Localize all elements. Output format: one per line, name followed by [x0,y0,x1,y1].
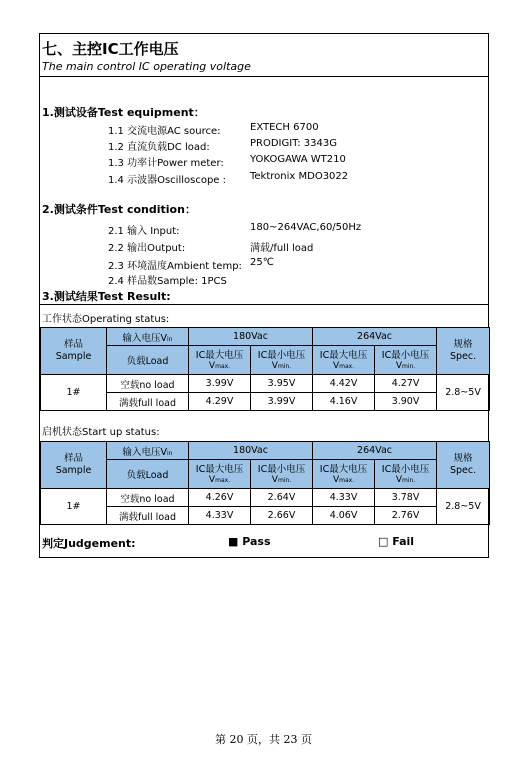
ic-min-header: IC最小电压 Vmin. [251,460,313,489]
value-cell: 4.06V [313,507,375,525]
page-title: 七、主控IC工作电压 [42,40,179,58]
condition-heading: 2.测试条件Test condition： [42,203,196,216]
value-cell: 2.66V [251,507,313,525]
ic-max-header: IC最大电压 Vmax. [189,346,251,375]
equipment-value: PRODIGIT: 3343G [250,138,337,149]
condition-value: 25℃ [250,257,274,268]
sample-cell: 1# [41,489,107,525]
equipment-label: 1.3 功率计Power meter: [108,158,224,169]
value-cell: 2.64V [251,489,313,507]
ic-max-header: IC最大电压 Vmax. [313,460,375,489]
load-header: 负载Load [107,460,189,489]
value-cell: 3.95V [251,375,313,393]
ic-min-header: IC最小电压 Vmin. [375,460,437,489]
value-cell: 2.76V [375,507,437,525]
spec-header: 规格 Spec. [437,328,490,375]
table-row [41,489,490,507]
equipment-label: 1.1 交流电源AC source: [108,126,221,137]
value-cell: 3.99V [251,393,313,411]
startup-status-label: 启机状态Start up status: [42,427,160,438]
condition-label: 2.3 环境温度Ambient temp: [108,261,242,272]
sample-cell: 1# [41,375,107,411]
value-cell: 4.33V [313,489,375,507]
spec-cell: 2.8~5V [437,489,490,525]
equipment-label: 1.4 示波器Oscilloscope : [108,175,226,186]
title-box [40,34,488,77]
condition-value: 满载/full load [250,243,314,254]
condition-value: 180~264VAC,60/50Hz [250,222,362,233]
report-page [39,33,489,558]
operating-status-label: 工作状态Operating status: [42,314,170,325]
table-row [41,507,490,525]
ic-min-header: IC最小电压 Vmin. [251,346,313,375]
input-voltage-header: 输入电压Vin [107,328,189,346]
value-cell: 4.26V [189,489,251,507]
value-cell: 4.16V [313,393,375,411]
load-cell: 满载full load [107,507,189,525]
v180-header: 180Vac [189,442,313,460]
table-header-row [41,346,490,375]
pass-checkbox: ■ Pass [228,535,271,548]
equipment-value: YOKOGAWA WT210 [250,154,346,165]
table-header-row [41,328,490,346]
condition-label: 2.2 输出Output: [108,243,186,254]
ic-max-header: IC最大电压 Vmax. [189,460,251,489]
value-cell: 3.90V [375,393,437,411]
input-voltage-header: 输入电压Vin [107,442,189,460]
page-number-footer: 第 20 页，共 23 页 [215,733,312,746]
value-cell: 4.27V [375,375,437,393]
spec-cell: 2.8~5V [437,375,490,411]
page-subtitle: The main control IC operating voltage [42,60,251,73]
table-row [41,375,490,393]
v264-header: 264Vac [313,442,437,460]
condition-label: 2.1 输入 Input: [108,226,180,237]
ic-min-header: IC最小电压 Vmin. [375,346,437,375]
divider [40,304,488,305]
equipment-heading: 1.测试设备Test equipment： [42,106,205,119]
spec-header: 规格 Spec. [437,442,490,489]
operating-table [40,327,490,411]
value-cell: 3.78V [375,489,437,507]
value-cell: 4.33V [189,507,251,525]
sample-header: 样品 Sample [41,442,107,489]
equipment-value: EXTECH 6700 [250,122,319,133]
judgement-label: 判定Judgement: [42,537,136,550]
table-header-row [41,442,490,460]
table-row [41,393,490,411]
v264-header: 264Vac [313,328,437,346]
ic-max-header: IC最大电压 Vmax. [313,346,375,375]
equipment-label: 1.2 直流负载DC load: [108,142,210,153]
divider [40,524,488,525]
sample-count: 2.4 样品数Sample: 1PCS [108,276,227,287]
table-header-row [41,460,490,489]
load-cell: 空载no load [107,489,189,507]
load-cell: 空载no load [107,375,189,393]
load-header: 负载Load [107,346,189,375]
value-cell: 4.42V [313,375,375,393]
value-cell: 3.99V [189,375,251,393]
fail-checkbox: □ Fail [378,535,415,548]
equipment-value: Tektronix MDO3022 [250,171,349,182]
value-cell: 4.29V [189,393,251,411]
load-cell: 满载full load [107,393,189,411]
startup-table [40,441,490,525]
v180-header: 180Vac [189,328,313,346]
result-heading: 3.测试结果Test Result: [42,290,171,303]
sample-header: 样品 Sample [41,328,107,375]
